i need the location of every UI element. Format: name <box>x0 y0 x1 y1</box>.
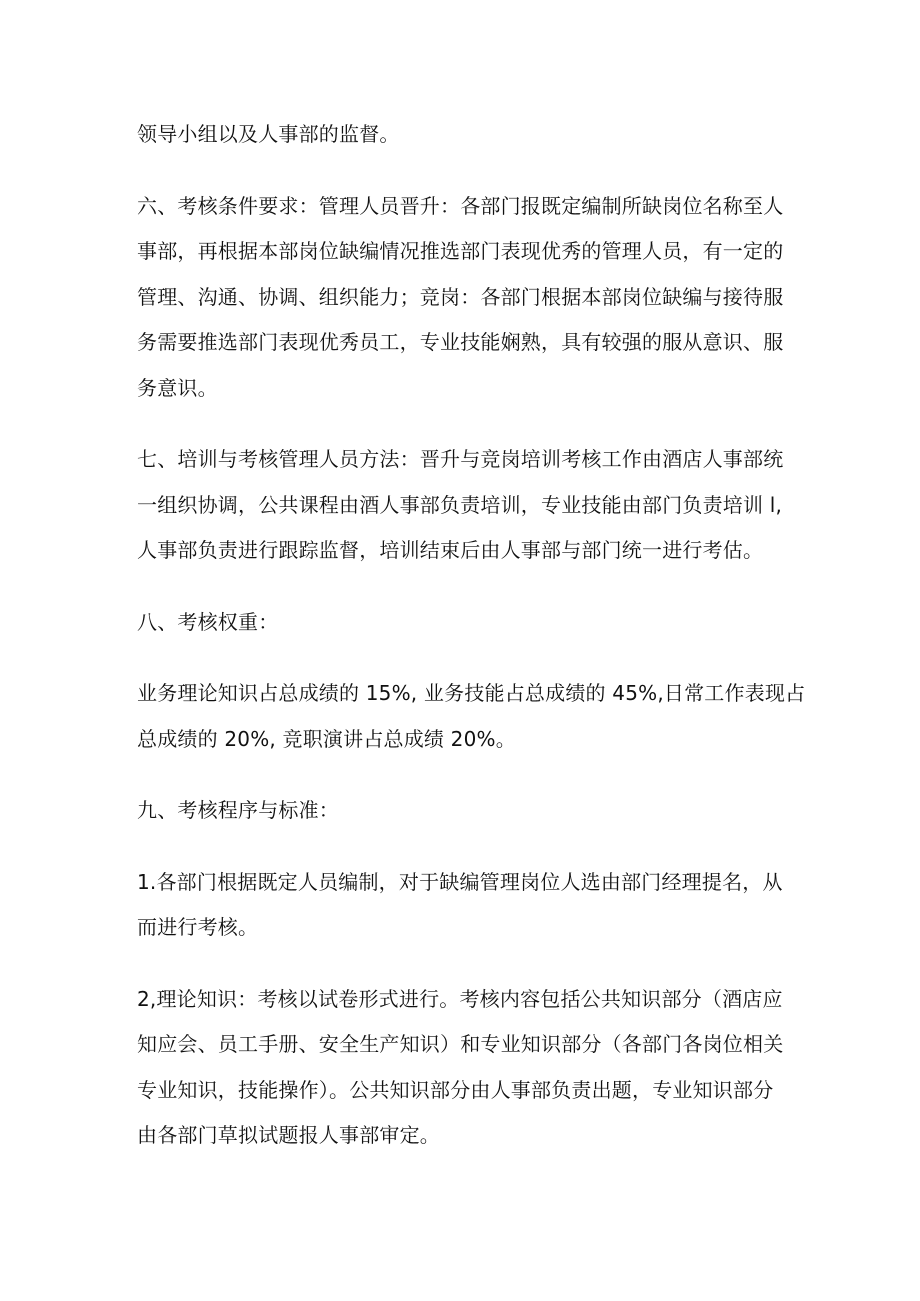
text-line: 务意识。 <box>137 375 218 400</box>
text-line: 总成绩的 20%, 竞职演讲占总成绩 20%。 <box>137 726 516 751</box>
paragraph-step-1 <box>137 860 787 951</box>
text-line: 务需要推选部门表现优秀员工，专业技能娴熟，具有较强的服从意识、服 <box>137 330 784 354</box>
paragraph-weights <box>137 671 806 762</box>
paragraph-supervision <box>137 112 787 158</box>
text-line: 管理、沟通、协调、组织能力；竞岗：各部门根据本部岗位缺编与接待服 <box>137 284 784 309</box>
text-line: 八、考核权重： <box>137 609 279 634</box>
text-line: 专业知识，技能操作）。公共知识部分由人事部负责出题，专业知识部分 <box>137 1077 774 1102</box>
heading-assessment-weights <box>137 600 787 646</box>
paragraph-training-method <box>137 437 787 574</box>
text-line: 七、培训与考核管理人员方法：晋升与竞岗培训考核工作由酒店人事部统 <box>137 447 784 471</box>
text-line: 而进行考核。 <box>137 915 259 939</box>
paragraph-assessment-requirements <box>137 184 787 412</box>
heading-procedure-standards <box>137 788 787 834</box>
text-line: 由各部门草拟试题报人事部审定。 <box>137 1123 440 1147</box>
text-line: 知应会、员工手册、安全生产知识）和专业知识部分（各部门各岗位相关 <box>137 1032 784 1056</box>
text-line: 业务理论知识占总成绩的 15%, 业务技能占总成绩的 45%,日常工作表现占 <box>137 681 806 705</box>
text-line: 2,理论知识：考核以试卷形式进行。考核内容包括公共知识部分（酒店应 <box>137 986 783 1011</box>
paragraph-step-2 <box>137 977 787 1159</box>
text-line: 领导小组以及人事部的监督。 <box>137 122 400 146</box>
text-line: 六、考核条件要求：管理人员晋升：各部门报既定编制所缺岗位名称至人 <box>137 193 784 218</box>
text-line: 九、考核程序与标准： <box>137 798 339 822</box>
text-line: 事部，再根据本部岗位缺编情况推选部门表现优秀的管理人员，有一定的 <box>137 239 784 263</box>
document-page <box>137 112 806 1185</box>
text-line: 一组织协调，公共课程由酒人事部负责培训，专业技能由部门负责培训 l, <box>137 492 783 517</box>
text-line: 人事部负责进行跟踪监督，培训结束后由人事部与部门统一进行考估。 <box>137 538 764 562</box>
text-line: 1.各部门根据既定人员编制，对于缺编管理岗位人选由部门经理提名，从 <box>137 869 783 894</box>
